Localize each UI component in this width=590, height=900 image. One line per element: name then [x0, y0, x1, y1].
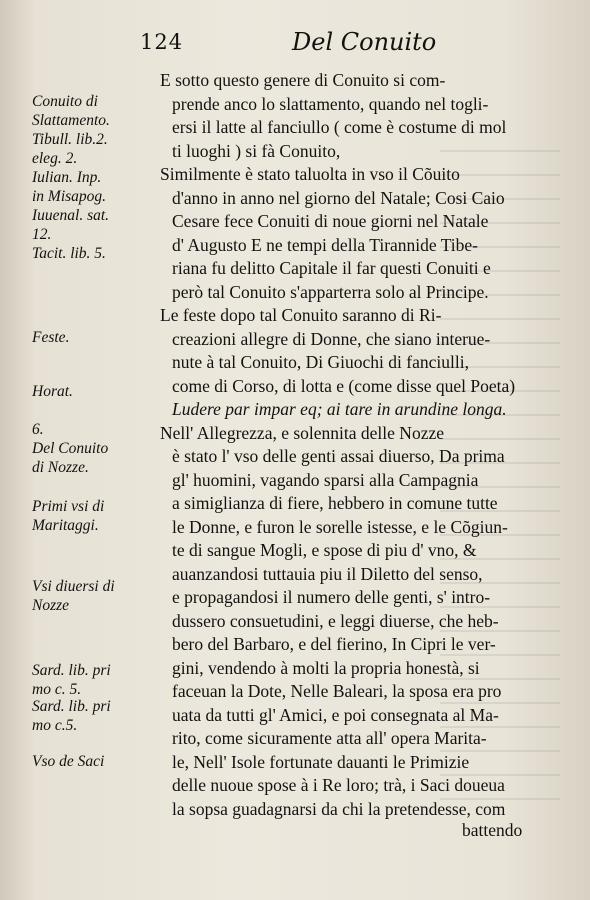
margin-note [32, 661, 140, 699]
text-line: ersi il latte al fanciullo ( come è costume di mol [172, 117, 507, 137]
page-number: 124 [140, 30, 184, 54]
text-line: Cesare fece Conuiti di noue giorni nel Natale [172, 211, 489, 231]
text-line: le, Nell' Isole fortunate dauanti le Primizie [172, 751, 470, 772]
catchword: battendo [462, 820, 523, 840]
text-line: d'anno in anno nel giorno del Natale; Cosi Caio [172, 187, 505, 208]
page-header [0, 26, 590, 60]
text-line: prende anco lo slattamento, quando nel togli- [172, 93, 489, 114]
margin-note-line: Sard. lib. pri [32, 698, 111, 715]
margin-note [32, 697, 140, 735]
margin-note-line: Conuito di [32, 93, 98, 110]
margin-note-line: Tibull. lib.2. [32, 131, 108, 148]
text-line: uata da tutti gl' Amici, e poi consegnata al Ma- [172, 704, 499, 725]
margin-note-line: Tacit. lib. 5. [32, 245, 106, 262]
margin-note-line: Feste. [32, 329, 70, 346]
text-line: e propagandosi il numero delle genti, s' intro- [172, 587, 491, 607]
text-line: te di sangue Mogli, e spose di piu d' vno, & [172, 540, 477, 560]
margin-note [32, 752, 140, 771]
margin-note [32, 92, 140, 263]
text-line: dussero consuetudini, e leggi diuerse, che heb- [172, 610, 499, 631]
margin-note-line: in Misapog. [32, 188, 107, 205]
margin-note-line: Primi vsi di [32, 498, 105, 515]
text-line: creazioni allegre di Donne, che siano interue- [172, 328, 491, 349]
margin-note-line: mo c.5. [32, 717, 78, 734]
margin-note-line: mo c. 5. [32, 681, 82, 698]
margin-note-line: Slattamento. [32, 112, 110, 129]
text-line: Ludere par impar eq; ai tare in arundine longa. [172, 399, 507, 419]
text-line: Le feste dopo tal Conuito saranno di Ri- [160, 305, 442, 325]
margin-note [32, 497, 140, 535]
text-line: Similmente è stato taluolta in vso il Cõuito [160, 164, 460, 184]
margin-note-line: Horat. [32, 383, 73, 400]
margin-note-line: 12. [32, 226, 52, 243]
text-line: le Donne, e furon le sorelle istesse, e le Cõgiun- [172, 516, 508, 537]
text-line: nute à tal Conuito, Di Giuochi di fanciulli, [172, 352, 469, 372]
text-line: faceuan la Dote, Nelle Baleari, la sposa era pro [172, 681, 502, 701]
margin-note-line: Vsi diuersi di [32, 578, 115, 595]
margin-note-line: Nozze [32, 597, 70, 614]
margin-note [32, 382, 140, 401]
margin-note-line: 6. [32, 421, 44, 438]
margin-note [32, 577, 140, 615]
text-line: la sopsa guadagnarsi da chi la pretendesse, com [172, 798, 506, 819]
text-line: però tal Conuito s'apparterra solo al Principe. [172, 281, 489, 302]
text-line: è stato l' vso delle genti assai diuerso, Da prima [172, 446, 505, 466]
margin-note-line: Iulian. Inp. [32, 169, 102, 186]
margin-note-line: Iuuenal. sat. [32, 207, 110, 224]
text-line: Nell' Allegrezza, e solennita delle Nozze [160, 422, 444, 443]
text-line: ti luoghi ) si fà Conuito, [172, 140, 341, 161]
text-line: a simiglianza di fiere, hebbero in comune tutte [172, 493, 498, 513]
margin-note [32, 420, 140, 477]
text-line: auanzandosi tuttauia piu il Diletto del senso, [172, 563, 483, 584]
text-line: gini, vendendo à molti la propria honestà, si [172, 657, 480, 678]
text-line: come di Corso, di lotta e (come disse quel Poeta) [172, 375, 516, 396]
text-line: riana fu delitto Capitale il far questi Conuiti e [172, 258, 491, 278]
text-line: bero del Barbaro, e del fierino, In Cipri le ver- [172, 634, 496, 654]
margin-note-line: Del Conuito [32, 440, 109, 457]
text-line: delle nuoue spose à i Re loro; trà, i Saci doueua [172, 775, 505, 795]
margin-note-line: Maritaggi. [32, 517, 99, 534]
margin-note-line: di Nozze. [32, 459, 89, 476]
text-line: E sotto questo genere di Conuito si com- [160, 70, 446, 90]
margin-note-line: Sard. lib. pri [32, 662, 111, 679]
running-title: Del Conuito [292, 28, 437, 56]
text-line: gl' huomini, vagando sparsi alla Campagnia [172, 469, 479, 490]
text-line: rito, come sicuramente atta all' opera Marita- [172, 728, 487, 748]
margin-note-line: Vso de Saci [32, 753, 105, 770]
margin-note-line: eleg. 2. [32, 150, 78, 167]
text-line: d' Augusto E ne tempi della Tirannide Tibe- [172, 234, 479, 255]
margin-note [32, 328, 140, 347]
